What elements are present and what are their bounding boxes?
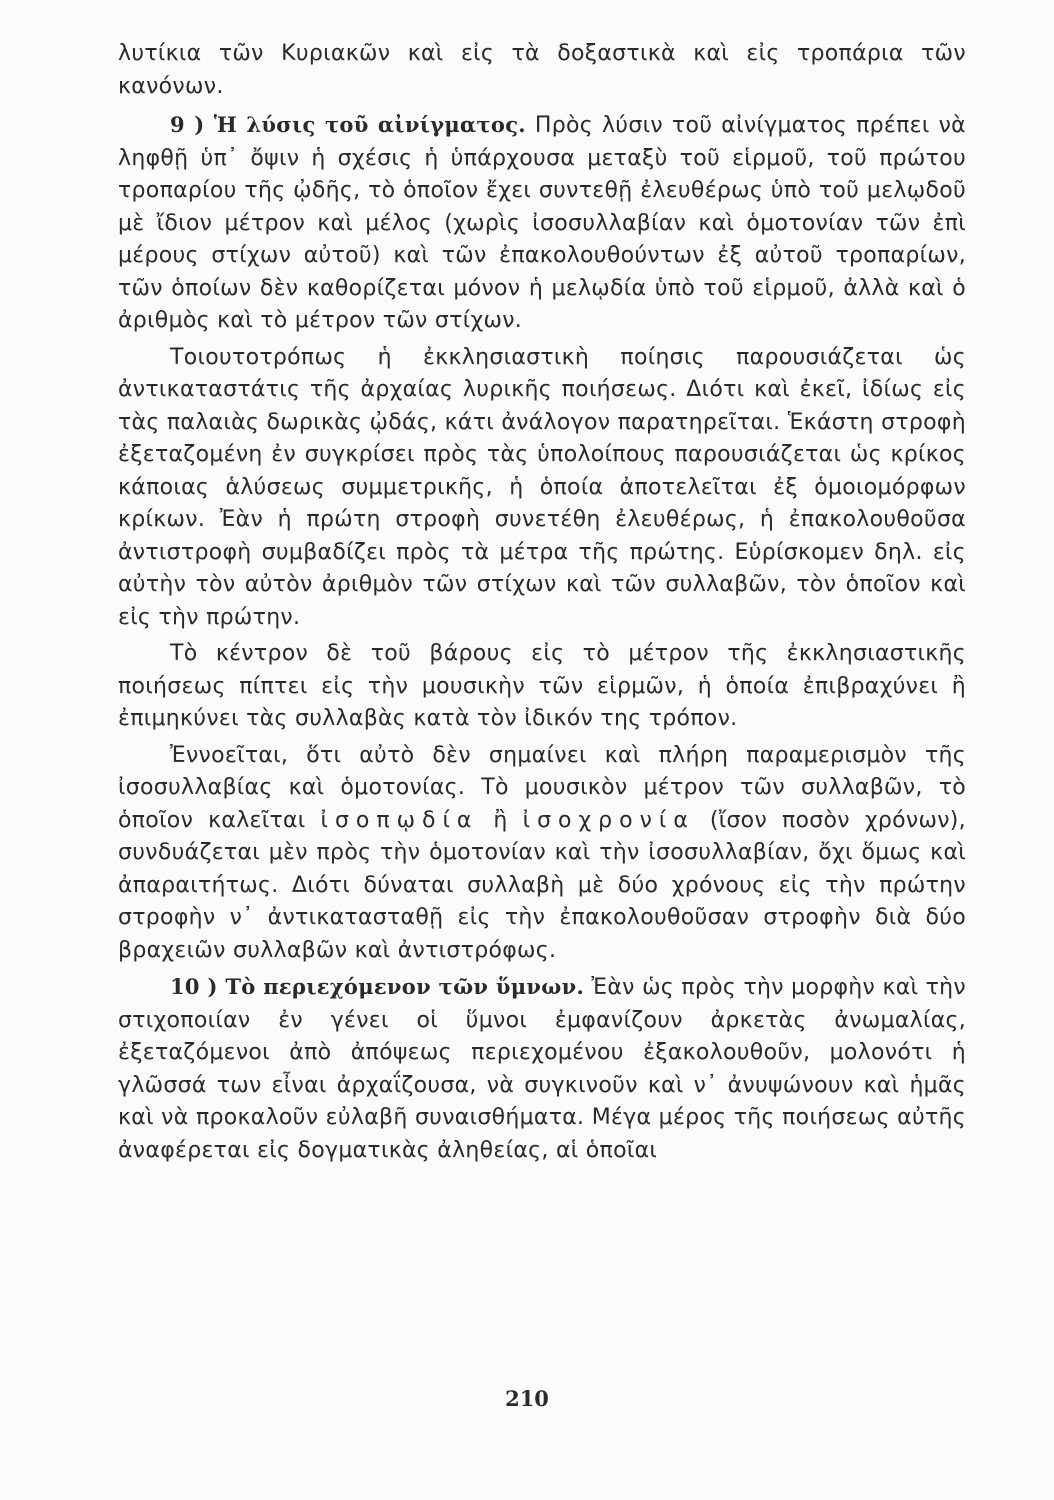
term-isochronia: ἰσοχρονία [522,807,695,833]
paragraph-center-of-gravity: Τὸ κέντρον δὲ τοῦ βάρους εἰς τὸ μέτρον τῆς ἐκκλησιαστικῆς ποιήσεως πίπτει εἰς τὴν μουσικὴν τῶν εἱρμῶν, ἡ ὁποία ἐπιβραχύνει ἢ ἐπιμηκύνει τὰς συλλαβὰς κατὰ τὸν ἰδικόν της τρόπον. [118,641,966,731]
page-number: 210 [505,1386,549,1411]
section-heading-10: 10 ) Τὸ περιεχόμενον τῶν ὕμνων. [170,974,585,999]
term-isopodia: ἰσοπῳδία [320,807,479,833]
section-9-body: Πρὸς λύσιν τοῦ αἰνίγματος πρέπει νὰ ληφθῇ ὑπ᾿ ὄψιν ἡ σχέσις ἡ ὑπάρχουσα μεταξὺ τοῦ εἱρμοῦ, τοῦ πρώτου τροπαρίου τῆς ᾠδῆς, τὸ ὁποῖον ἔχει συντεθῇ ἐλευθέρως ὑπὸ τοῦ μελῳδοῦ μὲ ἴδιον μέτρον καὶ μέλος (χωρὶς ἰσοσυλλαβίαν καὶ ὁμοτονίαν τῶν ἐπὶ μέρους στίχων αὐτοῦ) καὶ τῶν ἐπακολουθούντων ἐξ αὐτοῦ τροπαρίων, τῶν ὁποίων δὲν καθορίζεται μόνον ἡ μελῳδία ὑπὸ τοῦ εἱρμοῦ, ἀλλὰ καὶ ὁ ἀριθμὸς καὶ τὸ μέτρον τῶν στίχων. [118,113,966,333]
body-text [118,38,966,1167]
paragraph-continuation: λυτίκια τῶν Κυριακῶν καὶ εἰς τὰ δοξαστικὰ καὶ εἰς τροπάρια τῶν κανόνων. [118,41,966,99]
isopody-text-b: (ἴσον ποσὸν χρόνων), συνδυάζεται μὲν πρὸς τὴν ὁμοτονίαν καὶ τὴν ἰσοσυλλαβίαν, ὄχι ὅμως καὶ ἀπαραιτήτως. Διότι δύναται συλλαβὴ μὲ δύο χρόνους εἰς τὴν πρώτην στροφὴν ν᾿ ἀντικατασταθῇ εἰς τὴν ἐπακολουθοῦσαν στροφὴν διὰ δύο βραχειῶν συλλαβῶν καὶ ἀντιστρόφως. [118,807,966,963]
paragraph-isopody [118,740,966,968]
paragraph-section-9 [118,109,966,338]
paragraph-lyric-comparison: Τοιουτοτρόπως ἡ ἐκκλησιαστικὴ ποίησις παρουσιάζεται ὡς ἀντικαταστάτις τῆς ἀρχαίας λυρικῆς ποιήσεως. Διότι καὶ ἐκεῖ, ἰδίως εἰς τὰς παλαιὰς δωρικὰς ᾠδάς, κάτι ἀνάλογον παρατηρεῖται. Ἑκάστη στροφὴ ἐξεταζομένη ἐν συγκρίσει πρὸς τὰς ὑπολοίπους παρουσιάζεται ὡς κρίκος κάποιας ἁλύσεως συμμετρικῆς, ἡ ὁποία ἀποτελεῖται ἐξ ὁμοιομόρφων κρίκων. Ἐὰν ἡ πρώτη στροφὴ συνετέθη ἐλευθέρως, ἡ ἐπακολουθοῦσα ἀντιστροφὴ συμβαδίζει πρὸς τὰ μέτρα τῆς πρώτης. Εὑρίσκομεν δηλ. εἰς αὐτὴν τὸν αὐτὸν ἀριθμὸν τῶν στίχων καὶ τῶν συλλαβῶν, τὸν ὁποῖον καὶ εἰς τὴν πρώτην. [118,344,966,630]
isopody-text-a: Ἐννοεῖται, ὅτι αὐτὸ δὲν σημαίνει καὶ πλήρη παραμερισμὸν τῆς ἰσοσυλλαβίας καὶ ὁμοτονίας. Τὸ μουσικὸν μέτρον τῶν συλλαβῶν, τὸ ὁποῖον καλεῖται [118,742,966,833]
section-heading-9: 9 ) Ἡ λύσις τοῦ αἰνίγματος. [170,112,526,137]
isopody-text-mid: ἢ [478,807,523,833]
section-10-body: Ἐὰν ὡς πρὸς τὴν μορφὴν καὶ τὴν στιχοποιίαν ἐν γένει οἱ ὕμνοι ἐμφανίζουν ἀρκετὰς ἀνωμαλίας, ἐξεταζόμενοι ἀπὸ ἀπόψεως περιεχομένου ἐξακολουθοῦν, μολονότι ἡ γλῶσσά των εἶναι ἀρχαΐζουσα, νὰ συγκινοῦν καὶ ν᾿ ἀνυψώνουν καὶ ἡμᾶς καὶ νὰ προκαλοῦν εὐλαβῆ συναισθήματα. Μέγα μέρος τῆς ποιήσεως αὐτῆς ἀναφέρεται εἰς δογματικὰς ἀληθείας, αἱ ὁποῖαι [118,975,966,1163]
paragraph-section-10 [118,971,966,1167]
